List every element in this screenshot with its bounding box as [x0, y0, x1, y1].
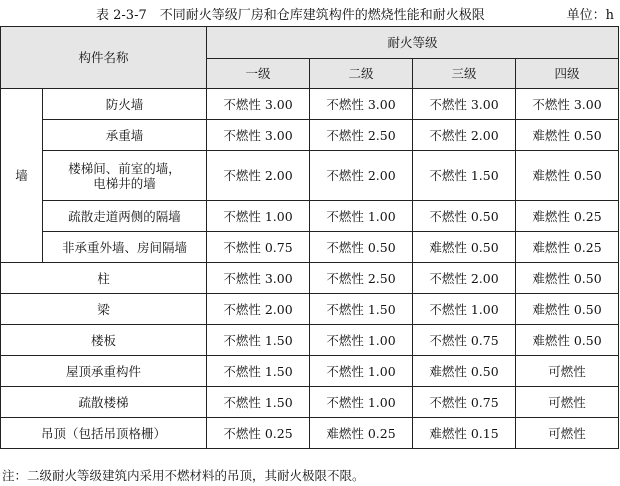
component-name-cell: 疏散走道两侧的隔墙: [43, 201, 207, 232]
table-row: [1, 418, 619, 449]
value-cell: 难燃性 0.25: [516, 201, 619, 232]
table-row: [1, 151, 619, 201]
value-cell: 不燃性 0.75: [413, 325, 516, 356]
value-cell: 难燃性 0.15: [413, 418, 516, 449]
value-cell: 不燃性 3.00: [207, 120, 310, 151]
table-caption: [0, 0, 620, 24]
table-row: [1, 89, 619, 120]
component-name-cell: 柱: [1, 263, 207, 294]
value-cell: 不燃性 3.00: [516, 89, 619, 120]
value-cell: 不燃性 1.50: [310, 294, 413, 325]
value-cell: 不燃性 2.50: [310, 263, 413, 294]
value-cell: 难燃性 0.50: [516, 325, 619, 356]
value-cell: 不燃性 3.00: [207, 89, 310, 120]
value-cell: 不燃性 2.00: [310, 151, 413, 201]
fire-resistance-table: [0, 26, 619, 449]
value-cell: 不燃性 0.50: [413, 201, 516, 232]
component-name-cell: 梁: [1, 294, 207, 325]
value-cell: 不燃性 0.75: [413, 387, 516, 418]
fire-rating-header: 耐火等级: [207, 27, 619, 59]
value-cell: 不燃性 1.00: [413, 294, 516, 325]
value-cell: 不燃性 1.00: [310, 356, 413, 387]
table-row: [1, 263, 619, 294]
value-cell: 不燃性 1.00: [310, 387, 413, 418]
value-cell: 难燃性 0.50: [413, 232, 516, 263]
component-name-cell: 承重墙: [43, 120, 207, 151]
grade-header: 三级: [413, 59, 516, 89]
grade-header: 四级: [516, 59, 619, 89]
value-cell: 难燃性 0.50: [413, 356, 516, 387]
value-cell: 不燃性 3.00: [207, 263, 310, 294]
table-unit: 单位：h: [566, 8, 614, 23]
component-name-header: 构件名称: [1, 27, 207, 89]
table-title: 表 2-3-7 不同耐火等级厂房和仓库建筑构件的燃烧性能和耐火极限: [96, 8, 485, 23]
value-cell: 难燃性 0.50: [516, 151, 619, 201]
value-cell: 不燃性 3.00: [413, 89, 516, 120]
value-cell: 不燃性 1.50: [207, 356, 310, 387]
value-cell: 难燃性 0.25: [516, 232, 619, 263]
header-row-1: [1, 27, 619, 59]
table-note: 注：二级耐火等级建筑内采用不燃材料的吊顶，其耐火极限不限。: [2, 468, 365, 483]
table-row: [1, 356, 619, 387]
value-cell: 可燃性: [516, 356, 619, 387]
value-cell: 不燃性 1.00: [207, 201, 310, 232]
table-row: [1, 120, 619, 151]
value-cell: 可燃性: [516, 387, 619, 418]
value-cell: 不燃性 2.00: [207, 151, 310, 201]
grade-header: 一级: [207, 59, 310, 89]
table-row: [1, 294, 619, 325]
component-name-cell: 防火墙: [43, 89, 207, 120]
component-name-cell: 楼板: [1, 325, 207, 356]
table-row: [1, 232, 619, 263]
value-cell: 难燃性 0.50: [516, 263, 619, 294]
component-name-cell: 吊顶（包括吊顶格栅）: [1, 418, 207, 449]
table-row: [1, 387, 619, 418]
value-cell: 不燃性 0.25: [207, 418, 310, 449]
value-cell: 难燃性 0.50: [516, 120, 619, 151]
value-cell: 不燃性 1.50: [413, 151, 516, 201]
value-cell: 可燃性: [516, 418, 619, 449]
component-name-cell: 非承重外墙、房间隔墙: [43, 232, 207, 263]
value-cell: 不燃性 1.50: [207, 325, 310, 356]
value-cell: 难燃性 0.50: [516, 294, 619, 325]
value-cell: 不燃性 2.00: [207, 294, 310, 325]
table-row: [1, 201, 619, 232]
value-cell: 不燃性 2.00: [413, 263, 516, 294]
component-name-cell: 屋顶承重构件: [1, 356, 207, 387]
value-cell: 不燃性 2.50: [310, 120, 413, 151]
component-name-cell: 疏散楼梯: [1, 387, 207, 418]
value-cell: 不燃性 0.75: [207, 232, 310, 263]
value-cell: 不燃性 0.50: [310, 232, 413, 263]
grade-header: 二级: [310, 59, 413, 89]
wall-group-label: 墙: [1, 89, 43, 263]
value-cell: 难燃性 0.25: [310, 418, 413, 449]
value-cell: 不燃性 2.00: [413, 120, 516, 151]
value-cell: 不燃性 1.00: [310, 201, 413, 232]
value-cell: 不燃性 1.50: [207, 387, 310, 418]
table-row: [1, 325, 619, 356]
component-name-line: 楼梯间、前室的墙，: [68, 160, 181, 176]
component-name-cell: [43, 151, 207, 201]
component-name-line: 电梯井的墙: [93, 175, 156, 191]
value-cell: 不燃性 1.00: [310, 325, 413, 356]
value-cell: 不燃性 3.00: [310, 89, 413, 120]
